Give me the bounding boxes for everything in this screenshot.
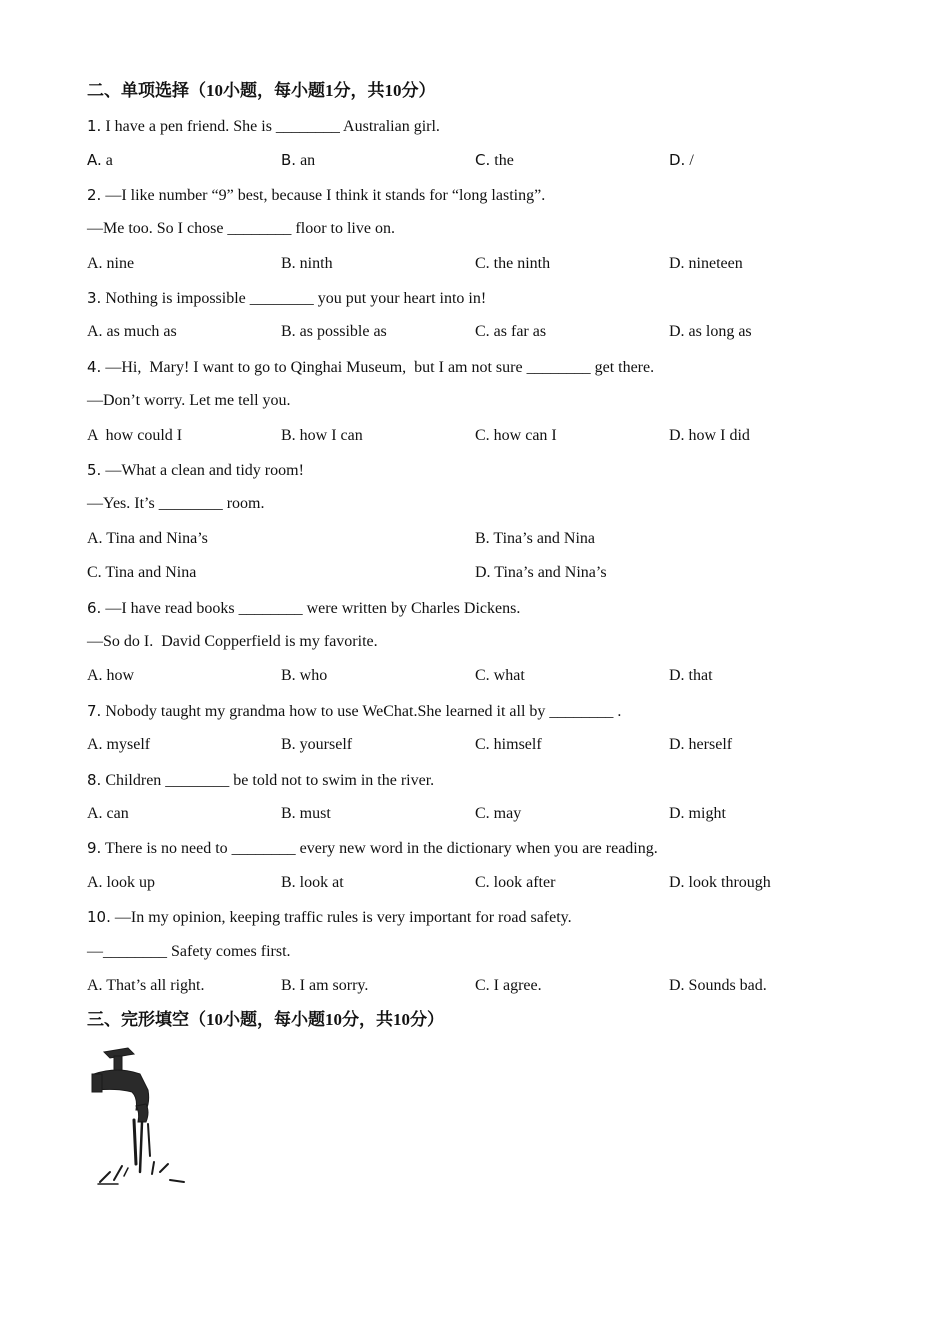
- option-a[interactable]: [87, 254, 134, 274]
- option-b[interactable]: [281, 426, 363, 446]
- question-2-line-2: [87, 219, 395, 239]
- option-c[interactable]: [475, 976, 542, 996]
- question-text: —So do I. David Copperfield is my favorite.: [87, 633, 378, 650]
- question-text: —________ Safety comes first.: [87, 943, 291, 960]
- question-number: 7.: [87, 702, 102, 720]
- question-6-line-2: [87, 632, 378, 652]
- option-text: /: [685, 152, 694, 169]
- option-text: A. nine: [87, 255, 135, 272]
- question-text: —In my opinion, keeping traffic rules is very important for road safety.: [110, 909, 572, 926]
- question-text: Nobody taught my grandma how to use WeChat.She learned it all by ________ .: [101, 703, 622, 720]
- option-d[interactable]: [669, 426, 750, 446]
- option-letter: C.: [475, 151, 491, 169]
- option-text: C. the ninth: [475, 255, 551, 272]
- option-text: D. might: [669, 805, 726, 822]
- option-text: B. yourself: [281, 736, 353, 753]
- option-text: an: [296, 152, 316, 169]
- question-7-line-1: [87, 701, 621, 722]
- question-text: —I like number “9” best, because I think it stands for “long lasting”.: [101, 187, 546, 204]
- question-number: 10.: [87, 908, 111, 926]
- option-text: C. how can I: [475, 427, 557, 444]
- option-text: B. how I can: [281, 427, 363, 444]
- option-b[interactable]: [281, 804, 331, 824]
- question-6-line-1: [87, 598, 520, 619]
- option-text: the: [490, 152, 514, 169]
- option-a[interactable]: A. Tina and Nina’s: [87, 530, 208, 547]
- question-3-line-1: [87, 288, 486, 309]
- question-10-line-2: [87, 942, 291, 962]
- question-5-line-2: [87, 494, 265, 514]
- option-text: a: [101, 152, 113, 169]
- question-text: Children ________ be told not to swim in the river.: [101, 772, 435, 789]
- option-d[interactable]: [669, 322, 752, 342]
- question-5-line-1: [87, 460, 304, 481]
- question-text: —What a clean and tidy room!: [101, 462, 304, 479]
- question-text: There is no need to ________ every new word in the dictionary when you are reading.: [101, 840, 658, 857]
- question-2-line-1: [87, 185, 545, 206]
- option-a[interactable]: [87, 150, 113, 171]
- option-text: B. I am sorry.: [281, 977, 369, 994]
- option-text: C. himself: [475, 736, 542, 753]
- option-d[interactable]: [669, 873, 771, 893]
- dripping-faucet-icon: [88, 1044, 198, 1189]
- question-text: —Hi, Mary! I want to go to Qinghai Museum, but I am not sure ________ get there.: [101, 359, 655, 376]
- option-text: A. can: [87, 805, 129, 822]
- question-8-line-1: [87, 770, 434, 791]
- option-text: C. as far as: [475, 323, 547, 340]
- option-a[interactable]: [87, 873, 155, 893]
- option-text: D. that: [669, 667, 713, 684]
- option-text: D. nineteen: [669, 255, 743, 272]
- option-c[interactable]: [475, 426, 557, 446]
- option-text: B. must: [281, 805, 331, 822]
- option-c[interactable]: [475, 322, 546, 342]
- question-number: 6.: [87, 599, 102, 617]
- option-c[interactable]: [475, 804, 521, 824]
- question-1-line-1: [87, 116, 440, 137]
- option-d[interactable]: [669, 976, 767, 996]
- option-b[interactable]: [281, 322, 387, 342]
- question-4-line-1: [87, 357, 654, 378]
- option-b[interactable]: [281, 976, 368, 996]
- option-text: C. I agree.: [475, 977, 542, 994]
- option-d[interactable]: [669, 150, 694, 171]
- option-a[interactable]: [87, 976, 204, 996]
- option-d[interactable]: [669, 804, 726, 824]
- option-letter: D.: [669, 151, 686, 169]
- option-text: D. herself: [669, 736, 733, 753]
- option-a[interactable]: [87, 804, 129, 824]
- option-text: A. look up: [87, 874, 155, 891]
- question-10-line-1: [87, 907, 572, 928]
- question-number: 2.: [87, 186, 102, 204]
- option-b[interactable]: [281, 735, 352, 755]
- question-number: 5.: [87, 461, 102, 479]
- option-b[interactable]: [281, 666, 327, 686]
- option-c[interactable]: [475, 873, 555, 893]
- option-b[interactable]: [281, 254, 333, 274]
- option-b[interactable]: [281, 873, 344, 893]
- question-number: 8.: [87, 771, 102, 789]
- option-text: B. who: [281, 667, 328, 684]
- option-text: B. look at: [281, 874, 344, 891]
- option-b[interactable]: B. Tina’s and Nina: [475, 530, 596, 547]
- option-text: D. as long as: [669, 323, 752, 340]
- option-text: D. how I did: [669, 427, 750, 444]
- option-d[interactable]: [669, 735, 732, 755]
- option-d[interactable]: [669, 254, 743, 274]
- option-text: D. look through: [669, 874, 771, 891]
- option-text: A. myself: [87, 736, 151, 753]
- question-text: —Don’t worry. Let me tell you.: [87, 392, 291, 409]
- option-d[interactable]: D. Tina’s and Nina’s: [475, 564, 607, 581]
- option-letter: B.: [281, 151, 297, 169]
- option-c[interactable]: [475, 735, 542, 755]
- option-text: B. ninth: [281, 255, 333, 272]
- option-text: A. as much as: [87, 323, 177, 340]
- option-a[interactable]: [87, 426, 182, 446]
- option-c[interactable]: C. Tina and Nina: [87, 564, 197, 581]
- option-d[interactable]: [669, 666, 713, 686]
- question-text: —Me too. So I chose ________ floor to live on.: [87, 220, 395, 237]
- question-text: —I have read books ________ were written by Charles Dickens.: [101, 600, 521, 617]
- question-number: 9.: [87, 839, 102, 857]
- option-text: C. look after: [475, 874, 556, 891]
- option-a[interactable]: [87, 735, 150, 755]
- option-text: A. That’s all right.: [87, 977, 205, 994]
- option-c[interactable]: [475, 666, 525, 686]
- option-text: A. how: [87, 667, 135, 684]
- option-text: C. may: [475, 805, 522, 822]
- question-4-line-2: [87, 391, 291, 411]
- option-c[interactable]: [475, 150, 514, 171]
- option-a[interactable]: [87, 322, 177, 342]
- option-c[interactable]: [475, 254, 550, 274]
- question-number: 1.: [87, 117, 102, 135]
- option-a[interactable]: [87, 666, 134, 686]
- question-9-line-1: [87, 838, 658, 859]
- section-2-heading: 二、单项选择（10小题，每小题1分，共10分）: [87, 81, 436, 100]
- option-b[interactable]: [281, 150, 315, 171]
- question-text: —Yes. It’s ________ room.: [87, 495, 265, 512]
- section-3-heading: 三、完形填空（10小题，每小题10分，共10分）: [87, 1010, 444, 1029]
- option-text: B. as possible as: [281, 323, 387, 340]
- question-number: 4.: [87, 358, 102, 376]
- question-text: I have a pen friend. She is ________ Australian girl.: [101, 118, 440, 135]
- option-letter: A.: [87, 151, 102, 169]
- option-text: A how could I: [87, 427, 183, 444]
- option-text: D. Sounds bad.: [669, 977, 767, 994]
- question-text: Nothing is impossible ________ you put your heart into in!: [101, 290, 487, 307]
- question-number: 3.: [87, 289, 102, 307]
- option-text: C. what: [475, 667, 525, 684]
